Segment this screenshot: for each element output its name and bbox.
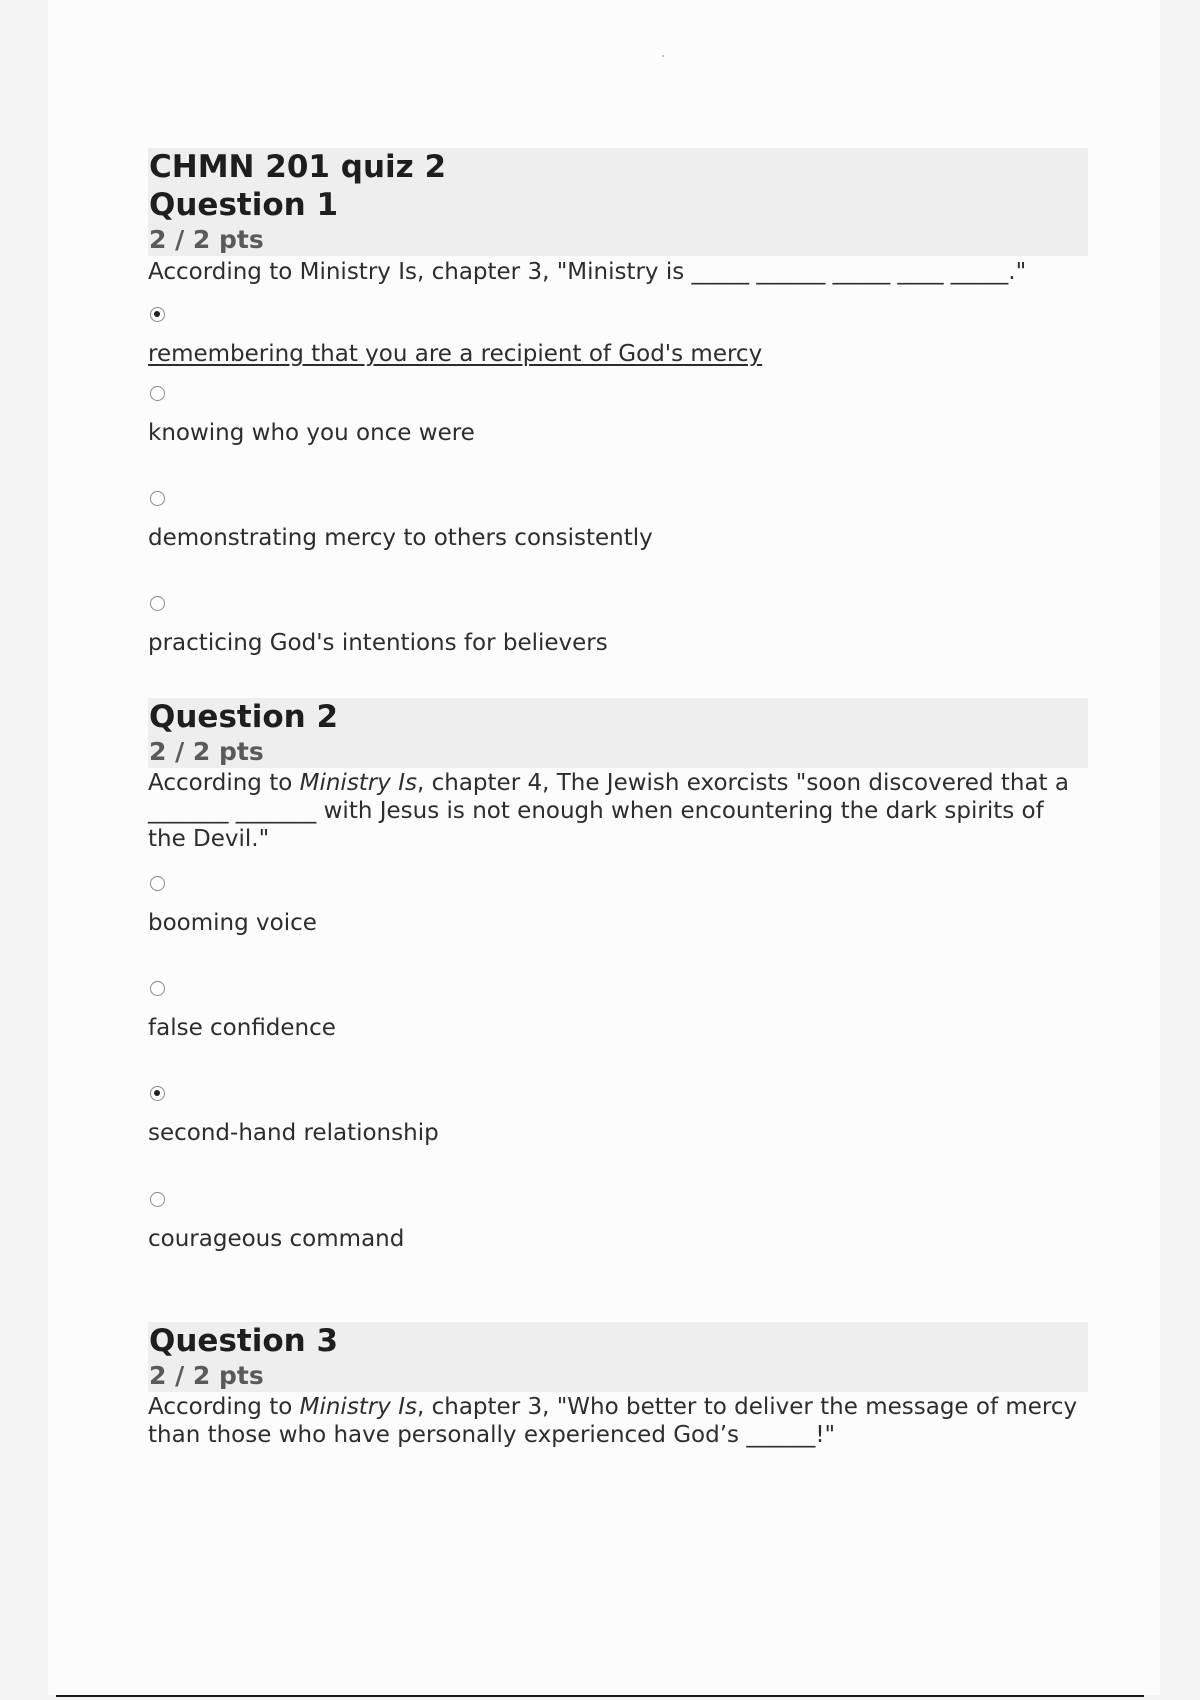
question-2-points: 2 / 2 pts <box>149 737 264 766</box>
radio-icon[interactable] <box>150 981 165 996</box>
radio-icon[interactable] <box>150 386 165 401</box>
question-3-text <box>148 1393 1088 1449</box>
radio-icon[interactable] <box>150 596 165 611</box>
text-fragment: According to <box>148 770 300 796</box>
radio-icon[interactable] <box>150 876 165 891</box>
book-title: Ministry Is <box>299 770 417 796</box>
question-2-title: Question 2 <box>149 699 339 735</box>
question-1-title: Question 1 <box>149 187 339 223</box>
text-fragment: , chapter 3, "Who better to deliver the message of mercy than those who have personally experienced God’s ______!" <box>148 1394 1078 1448</box>
question-1-header <box>148 148 1088 256</box>
text-fragment: According to <box>148 1394 300 1420</box>
option-label: second-hand relationship <box>148 1120 439 1146</box>
question-2-header <box>148 698 1088 768</box>
question-3-header <box>148 1322 1088 1392</box>
question-3-points: 2 / 2 pts <box>149 1361 264 1390</box>
text-fragment: , chapter 4, The Jewish exorcists "soon discovered that a _______ _______ with Jesus is not enough when encountering the dark spirits of the Devil." <box>148 770 1069 852</box>
bottom-rule <box>56 1695 1144 1697</box>
quiz-title: CHMN 201 quiz 2 <box>149 149 447 185</box>
option-label: remembering that you are a recipient of God's mercy <box>148 341 763 367</box>
radio-icon[interactable] <box>150 1192 165 1207</box>
option-label: practicing God's intentions for believers <box>148 630 608 656</box>
radio-selected-icon[interactable] <box>150 307 165 322</box>
book-title: Ministry Is <box>299 1394 417 1420</box>
question-2-text <box>148 769 1088 853</box>
question-1-text: According to Ministry Is, chapter 3, "Ministry is _____ ______ _____ ____ _____." <box>148 259 1027 285</box>
radio-selected-icon[interactable] <box>150 1086 165 1101</box>
scan-speck <box>662 55 664 57</box>
radio-icon[interactable] <box>150 491 165 506</box>
option-label: courageous command <box>148 1226 405 1252</box>
option-label: false confidence <box>148 1015 336 1041</box>
option-label: booming voice <box>148 910 317 936</box>
option-label: demonstrating mercy to others consistently <box>148 525 653 551</box>
question-1-points: 2 / 2 pts <box>149 225 264 254</box>
question-3-title: Question 3 <box>149 1323 339 1359</box>
option-label: knowing who you once were <box>148 420 475 446</box>
